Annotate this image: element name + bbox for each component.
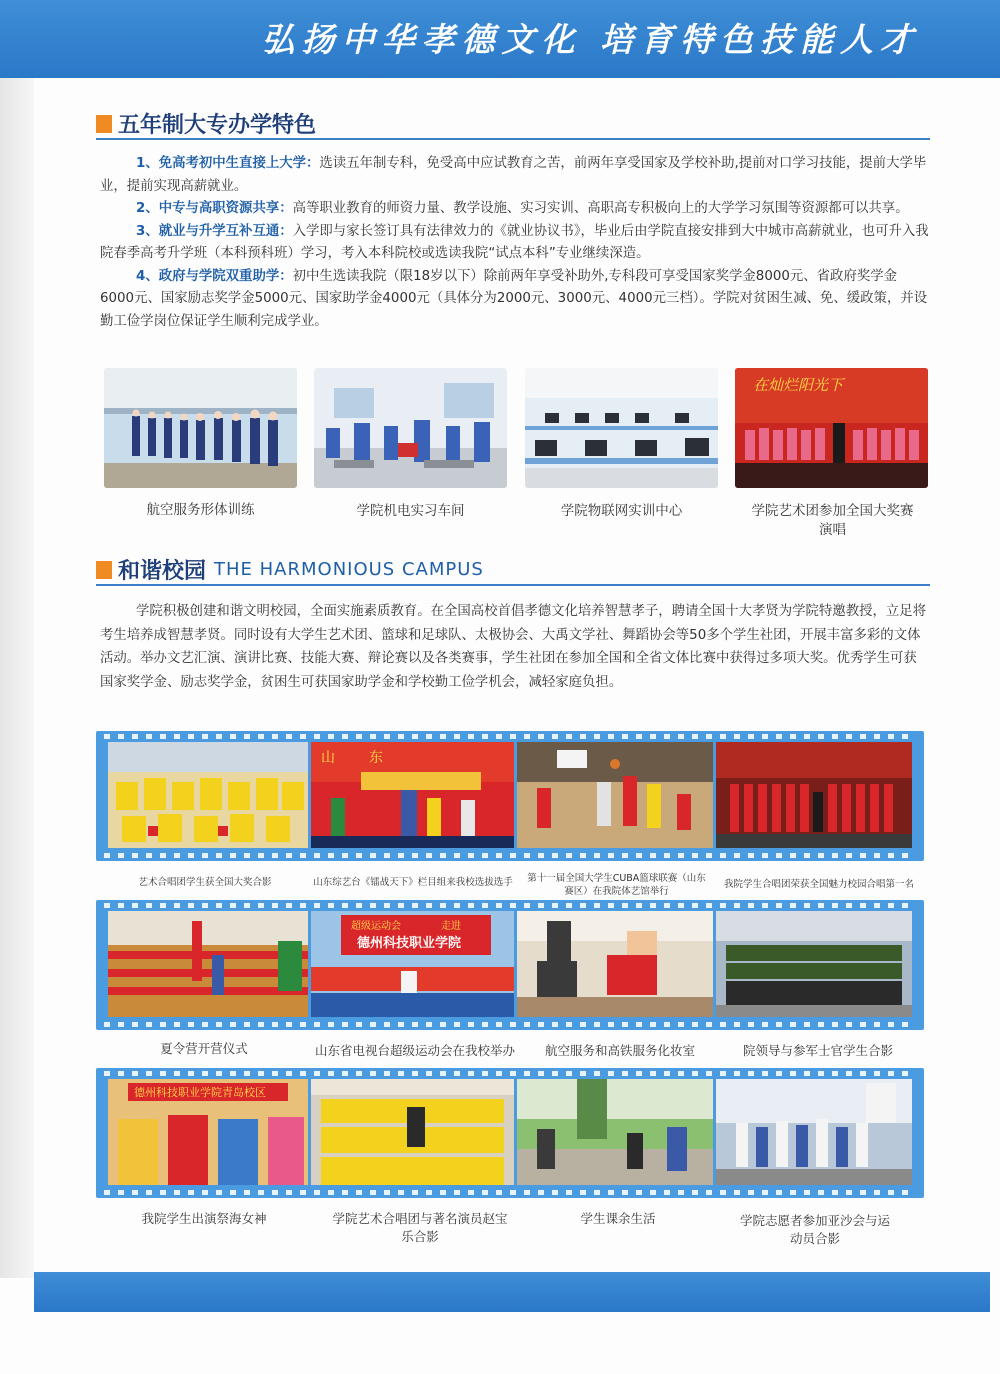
svg-text:超级运动会: 超级运动会 [351, 921, 401, 932]
section1-header [96, 108, 316, 139]
caption-choir-award: 艺术合唱团学生获全国大奖合影 [138, 877, 272, 888]
caption-cuba-basketball: 第十一届全国大学生CUBA篮球联赛（山东赛区）在我院体艺馆举行 [527, 873, 706, 897]
photo-tv-audition [311, 742, 514, 848]
section-marker-icon [96, 561, 112, 579]
photo-leaders-soldiers [716, 911, 912, 1017]
caption-choir-with-actor: 学院艺术合唱团与著名演员赵宝乐合影 [332, 1211, 508, 1244]
caption-tv-audition: 山东综艺台《镭战天下》栏目组来我校选拔选手 [313, 877, 513, 888]
photo-choir-with-actor [311, 1079, 514, 1185]
photo-tv-sports-meet [311, 911, 514, 1017]
photo-makeup-room [517, 911, 713, 1017]
caption-aviation-training: 航空服务形体训练 [146, 502, 255, 518]
section1-list [100, 153, 930, 333]
caption-leaders-soldiers: 院领导与参军士官学生合影 [742, 1043, 893, 1058]
photo-after-class-life [517, 1079, 713, 1185]
section2-header [96, 554, 484, 585]
section1-title: 五年制大专办学特色 [118, 113, 317, 138]
feature-item-2: 2、中专与高职资源共享：高等职业教育的师资力量、教学设施、实习实训、高职高专积极向上的大学学习氛围等资源都可以共享。 [136, 201, 909, 216]
photo-choir-award [108, 742, 308, 848]
caption-makeup-room: 航空服务和高铁服务化妆室 [544, 1043, 695, 1058]
caption-sea-goddess: 我院学生出演祭海女神 [141, 1211, 267, 1226]
caption-tv-sports-meet: 山东省电视台超级运动会在我校举办 [314, 1043, 515, 1058]
section2-paragraph: 学院积极创建和谐文明校园，全面实施素质教育。在全国高校首倡孝德文化培养智慧孝子，聘请全国十大孝贤为学院特邀教授，立足将考生培养成智慧孝贤。同时设有大学生艺术团、篮球和足球队、太极协会、大禹文学社、舞蹈协会等50多个学生社团，开展丰富多彩的文体活动。举办文艺汇演、演讲比赛、技能大赛、辩论赛以及各类赛事，学生社团在参加全国和全省文体比赛中获得过多项大奖。优秀学生可获国家奖学金、励志奖学金，贫困生可获国家助学金和学校勤工俭学机会，减轻家庭负担。 [100, 604, 927, 690]
caption-iot-lab: 学院物联网实训中心 [560, 503, 683, 519]
feature-item-1: 1、免高考初中生直接上大学：选读五年制专科，免受高中应试教育之苦，前两年享受国家及学校补助,提前对口学习技能，提前大学毕业，提前实现高薪就业。 [100, 156, 927, 194]
photo-choir-first-place [716, 742, 912, 848]
photo-banner-text: 在灿烂阳光下 [753, 376, 844, 394]
section2-paragraph-box [100, 600, 930, 694]
photo-iot-lab [525, 368, 718, 488]
left-margin-bar [0, 78, 34, 1278]
section-marker-icon [96, 115, 112, 133]
photo-strip-2 [96, 900, 924, 1030]
photo-art-troupe-singing [735, 368, 928, 488]
svg-text:山: 山 [321, 750, 335, 766]
photo-strip-3 [96, 1068, 924, 1198]
caption-choir-first-place: 我院学生合唱团荣获全国魅力校园合唱第一名 [723, 879, 914, 890]
caption-after-class-life: 学生课余生活 [580, 1211, 656, 1226]
svg-text:东: 东 [369, 750, 383, 766]
photo-mechatronics-workshop [314, 368, 507, 488]
photo-volunteers-asian-beach-games [716, 1079, 912, 1185]
top-banner [0, 0, 1000, 78]
photo-aviation-training [104, 368, 297, 488]
banner-title: 弘扬中华孝德文化 培育特色技能人才 [261, 20, 920, 59]
svg-text:走进: 走进 [441, 921, 461, 932]
feature-item-4: 4、政府与学院双重助学：初中生选读我院（限18岁以下）除前两年享受补助外,专科段可享受国家奖学金8000元、省政府奖学金6000元、国家励志奖学金5000元、国家助学金4000元（具体分为2000元、3000元、4000元三档）。学院对贫困生减、免、缓政策，并设勤工俭学岗位保证学生顺利完成学业。 [100, 268, 928, 329]
photo-cuba-basketball [517, 742, 713, 848]
svg-text:德州科技职业学院青岛校区: 德州科技职业学院青岛校区 [134, 1086, 266, 1099]
photo-sea-goddess [108, 1079, 308, 1185]
caption-mechatronics: 学院机电实习车间 [356, 503, 465, 519]
photo-summer-camp [108, 911, 308, 1017]
caption-art-troupe: 学院艺术团参加全国大奖赛演唱 [751, 503, 914, 538]
section2-rule [96, 584, 930, 586]
section1-rule [96, 138, 930, 140]
section2-title: 和谐校园 [118, 559, 207, 584]
caption-volunteers: 学院志愿者参加亚沙会与运动员合影 [740, 1213, 891, 1246]
caption-summer-camp: 夏令营开营仪式 [160, 1041, 248, 1056]
svg-text:德州科技职业学院: 德州科技职业学院 [357, 936, 462, 951]
section2-subtitle: THE HARMONIOUS CAMPUS [214, 559, 484, 580]
feature-item-3: 3、就业与升学互补互通：入学即与家长签订具有法律效力的《就业协议书》，毕业后由学院直接安排到大中城市高薪就业，也可升入我院春季高考升学班（本科预科班）学习，考入本科院校或选读我院“试点本科”专业继续深造。 [100, 223, 929, 261]
photo-strip-1 [96, 731, 924, 861]
bottom-banner [34, 1272, 990, 1312]
